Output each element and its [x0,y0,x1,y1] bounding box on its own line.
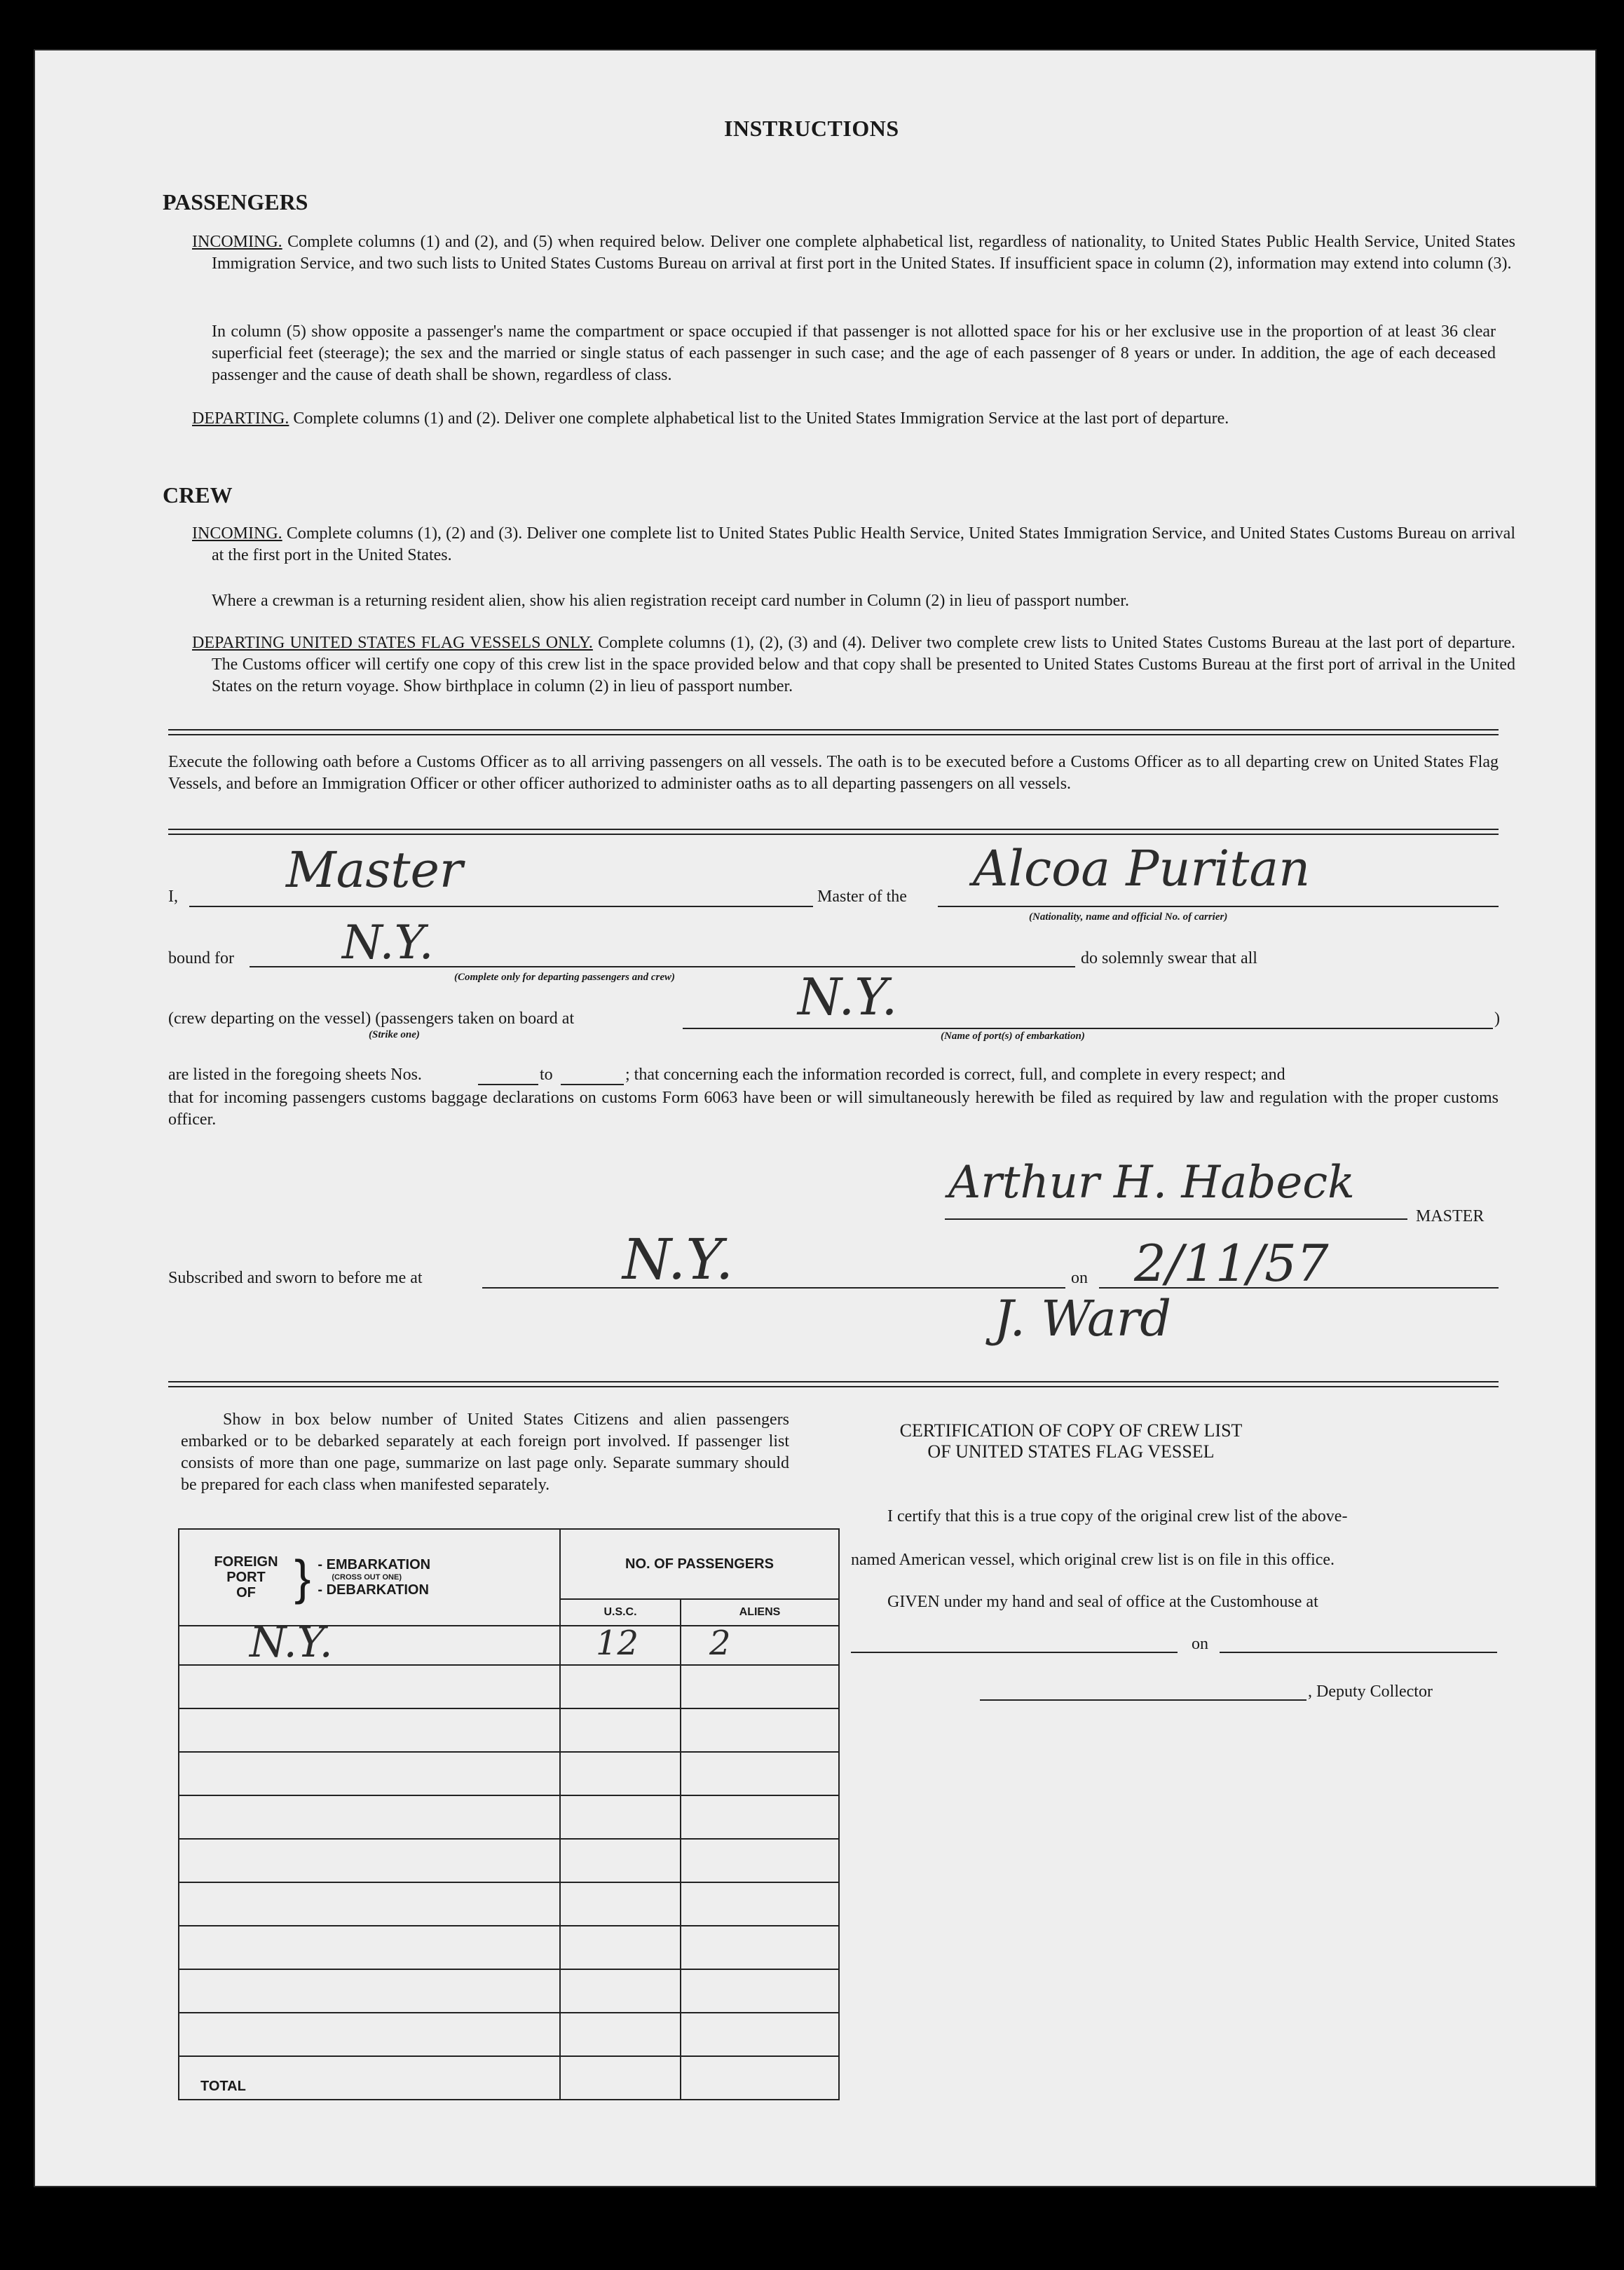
total-aliens-cell [681,2056,839,2100]
crew-incoming-text: Complete columns (1), (2) and (3). Deliver one complete list to United States Public Health Service, United States Immigration Service, and United States Customs Bureau on arrival at the first port in the United States. [212,524,1515,564]
table-cell [681,1882,839,1926]
table-cell [681,2013,839,2056]
deputy-collector-label: , Deputy Collector [1308,1683,1433,1701]
handwritten-sworn-at: N.Y. [622,1227,734,1292]
passengers-departing-text: Complete columns (1) and (2). Deliver one complete alphabetical list to the United States Immigration Service at the last port of departure. [289,409,1229,428]
table-cell [179,1708,560,1752]
table-row [179,1969,839,2013]
table-cell [179,2013,560,2056]
table-row [179,1926,839,1969]
handwritten-bound-for: N.Y. [342,916,434,970]
port-header-cell: FOREIGN PORT OF } - EMBARKATION (CROSS OUT ONE) - DEBARKATION [179,1529,560,1626]
crew-resident-paragraph: Where a crewman is a returning resident alien, show his alien registration receipt card number in Column (2) in lieu of passport number. [212,592,1129,610]
close-paren: ) [1494,1010,1500,1028]
embarkation-label: - EMBARKATION [318,1557,431,1572]
table-cell [179,1665,560,1708]
bound-for-label: bound for [168,949,234,967]
port-caption: (Name of port(s) of embarkation) [941,1031,1085,1042]
passengers-column5-paragraph: In column (5) show opposite a passenger's name the compartment or space occupied if that passenger is not allotted space for his or her exclusive use in the proportion of at least 36 clear superficial feet (steerage); the sex and the married or single status of each passenger in such case; and the age of each passenger of 8 years or under. In addition, the age of each deceased passenger and the cause of death shall be shown, regardless of class. [212,322,1496,384]
master-signature: Arthur H. Habeck [948,1157,1355,1209]
master-label: MASTER [1416,1207,1485,1225]
officer-signature: J. Ward [994,1290,1171,1347]
table-cell [560,1926,681,1969]
handwritten-vessel-name: Alcoa Puritan [973,840,1311,897]
subscribed-label: Subscribed and sworn to before me at [168,1269,423,1287]
table-row [179,2013,839,2056]
total-usc-cell [560,2056,681,2100]
table-row [179,1626,839,1665]
passengers-departing-label: DEPARTING. [192,409,289,428]
handwritten-table-aliens: 2 [709,1624,731,1663]
passengers-incoming-label: INCOMING. [192,233,282,251]
baggage-statement: that for incoming passengers customs baggage declarations on customs Form 6063 have been or will simultaneously herewith be filed as required by law and regulation with the proper customs officer. [168,1089,1499,1129]
table-cell-usc [560,1626,681,1665]
handwritten-master-name: Master [286,841,463,899]
crew-incoming-paragraph [192,523,1515,566]
certification-on-label: on [1192,1635,1208,1653]
table-cell [560,1752,681,1795]
total-row [179,2056,839,2100]
usc-header: U.S.C. [560,1599,681,1626]
sworn-at-line [482,1287,1065,1289]
sheet-from-line [478,1084,538,1085]
page-title: INSTRUCTIONS [724,116,899,141]
crew-heading: CREW [163,482,233,508]
table-row [179,1752,839,1795]
table-cell [560,1708,681,1752]
port-of-embarkation-line [683,1028,1493,1029]
table-cell [681,1969,839,2013]
handwritten-port: N.Y. [798,967,898,1026]
table-cell [560,1665,681,1708]
table-cell-aliens [681,1626,839,1665]
strike-one-caption: (Strike one) [369,1029,420,1040]
debarkation-label: - DEBARKATION [318,1582,429,1598]
table-cell [681,1839,839,1882]
carrier-line [938,906,1499,907]
table-cell [681,1708,839,1752]
certification-title-1: CERTIFICATION OF COPY OF CREW LIST [899,1420,1243,1441]
table-cell [560,1839,681,1882]
certification-line-1: I certify that this is a true copy of the original crew list of the above- [887,1507,1348,1525]
certification-line-2: named American vessel, which original crew list is on file in this office. [851,1551,1335,1569]
table-cell [681,1752,839,1795]
table-row [179,1839,839,1882]
no-passengers-header: NO. OF PASSENGERS [560,1529,839,1599]
summary-instructions: Show in box below number of United States Citizens and alien passengers embarked or to be debarked separately at each foreign port involved. If passenger list consists of more than one page, summarize on last page only. Separate summary should be prepared for each class when manifested separately. [181,1411,789,1494]
table-cell [560,1882,681,1926]
section-divider [168,829,1499,835]
crew-departing-label: DEPARTING UNITED STATES FLAG VESSELS ONLY. [192,634,593,652]
table-cell [179,1839,560,1882]
master-signature-line [945,1218,1407,1220]
handwritten-date: 2/11/57 [1134,1234,1329,1293]
table-cell [560,1969,681,2013]
crew-departing-text: Complete columns (1), (2), (3) and (4). Deliver two complete crew lists to United States Customs Bureau at the last port of departure. The Customs officer will certify one copy of this crew list in the space provided below and that copy shall be presented to United States Customs Bureau at the first port of arrival in the United States on the return voyage. Show birthplace in column (2) in lieu of passport number. [212,634,1515,695]
passenger-summary-table [178,1528,840,2100]
oath-intro: Execute the following oath before a Customs Officer as to all arriving passengers on all vessels. The oath is to be executed before a Customs Officer as to all departing crew on United States Flag Vessels, and before an Immigration Officer or other officer authorized to administer oaths as to all departing passengers on all vessels. [168,753,1499,793]
table-row [179,1882,839,1926]
table-row [179,1795,839,1839]
passengers-heading: PASSENGERS [163,189,308,215]
table-cell [179,1752,560,1795]
section-divider [168,1381,1499,1387]
deputy-collector-line [980,1699,1306,1701]
table-row [179,1665,839,1708]
table-cell [560,2013,681,2056]
crew-departing-oath-label: (crew departing on the vessel) (passengers taken on board at [168,1010,575,1028]
table-cell [560,1795,681,1839]
table-row [179,1708,839,1752]
table-cell [179,1882,560,1926]
crew-incoming-label: INCOMING. [192,524,282,543]
table-cell [681,1926,839,1969]
table-cell [179,1969,560,2013]
aliens-header: ALIENS [681,1599,839,1626]
sheet-to-line [561,1084,624,1085]
passengers-incoming-paragraph [192,231,1515,275]
carrier-caption: (Nationality, name and official No. of carrier) [1029,911,1228,923]
certification-title [899,1420,1243,1462]
form-page [34,49,1597,2187]
handwritten-table-port: N.Y. [250,1618,333,1667]
table-cell-port [179,1618,560,1667]
table-cell [681,1795,839,1839]
table-cell [179,1926,560,1969]
handwritten-table-usc: 12 [596,1624,639,1663]
certification-date-line [1220,1652,1497,1653]
foreign-port-label: FOREIGN PORT OF [214,1554,278,1600]
passengers-departing-paragraph [192,408,1515,430]
sworn-on-label: on [1071,1269,1088,1287]
bound-for-caption: (Complete only for departing passengers and crew) [454,972,675,983]
customhouse-line [851,1652,1178,1653]
swear-label: do solemnly swear that all [1081,949,1257,967]
sheets-to-label: to [540,1066,553,1084]
cross-out-label: (CROSS OUT ONE) [332,1573,402,1582]
crew-departing-paragraph [192,632,1515,698]
master-of-label: Master of the [817,888,907,906]
table-cell [179,1795,560,1839]
sheets-label: are listed in the foregoing sheets Nos. [168,1066,422,1084]
master-name-line [189,906,813,907]
table-cell [681,1665,839,1708]
total-label: TOTAL [179,2056,560,2100]
passengers-incoming-text: Complete columns (1) and (2), and (5) when required below. Deliver one complete alphabetical list, regardless of nationality, to United States Public Health Service, United States Immigration Service, and two such lists to United States Customs Bureau on arrival at first port in the United States. If insufficient space in column (2), information may extend into column (3). [212,233,1515,273]
sheets-statement: ; that concerning each the information recorded is correct, full, and complete in every respect; and [625,1066,1285,1084]
certification-title-2: OF UNITED STATES FLAG VESSEL [927,1441,1215,1462]
certification-line-3: GIVEN under my hand and seal of office at the Customhouse at [887,1593,1318,1611]
oath-i-label: I, [168,888,178,906]
section-divider [168,729,1499,735]
